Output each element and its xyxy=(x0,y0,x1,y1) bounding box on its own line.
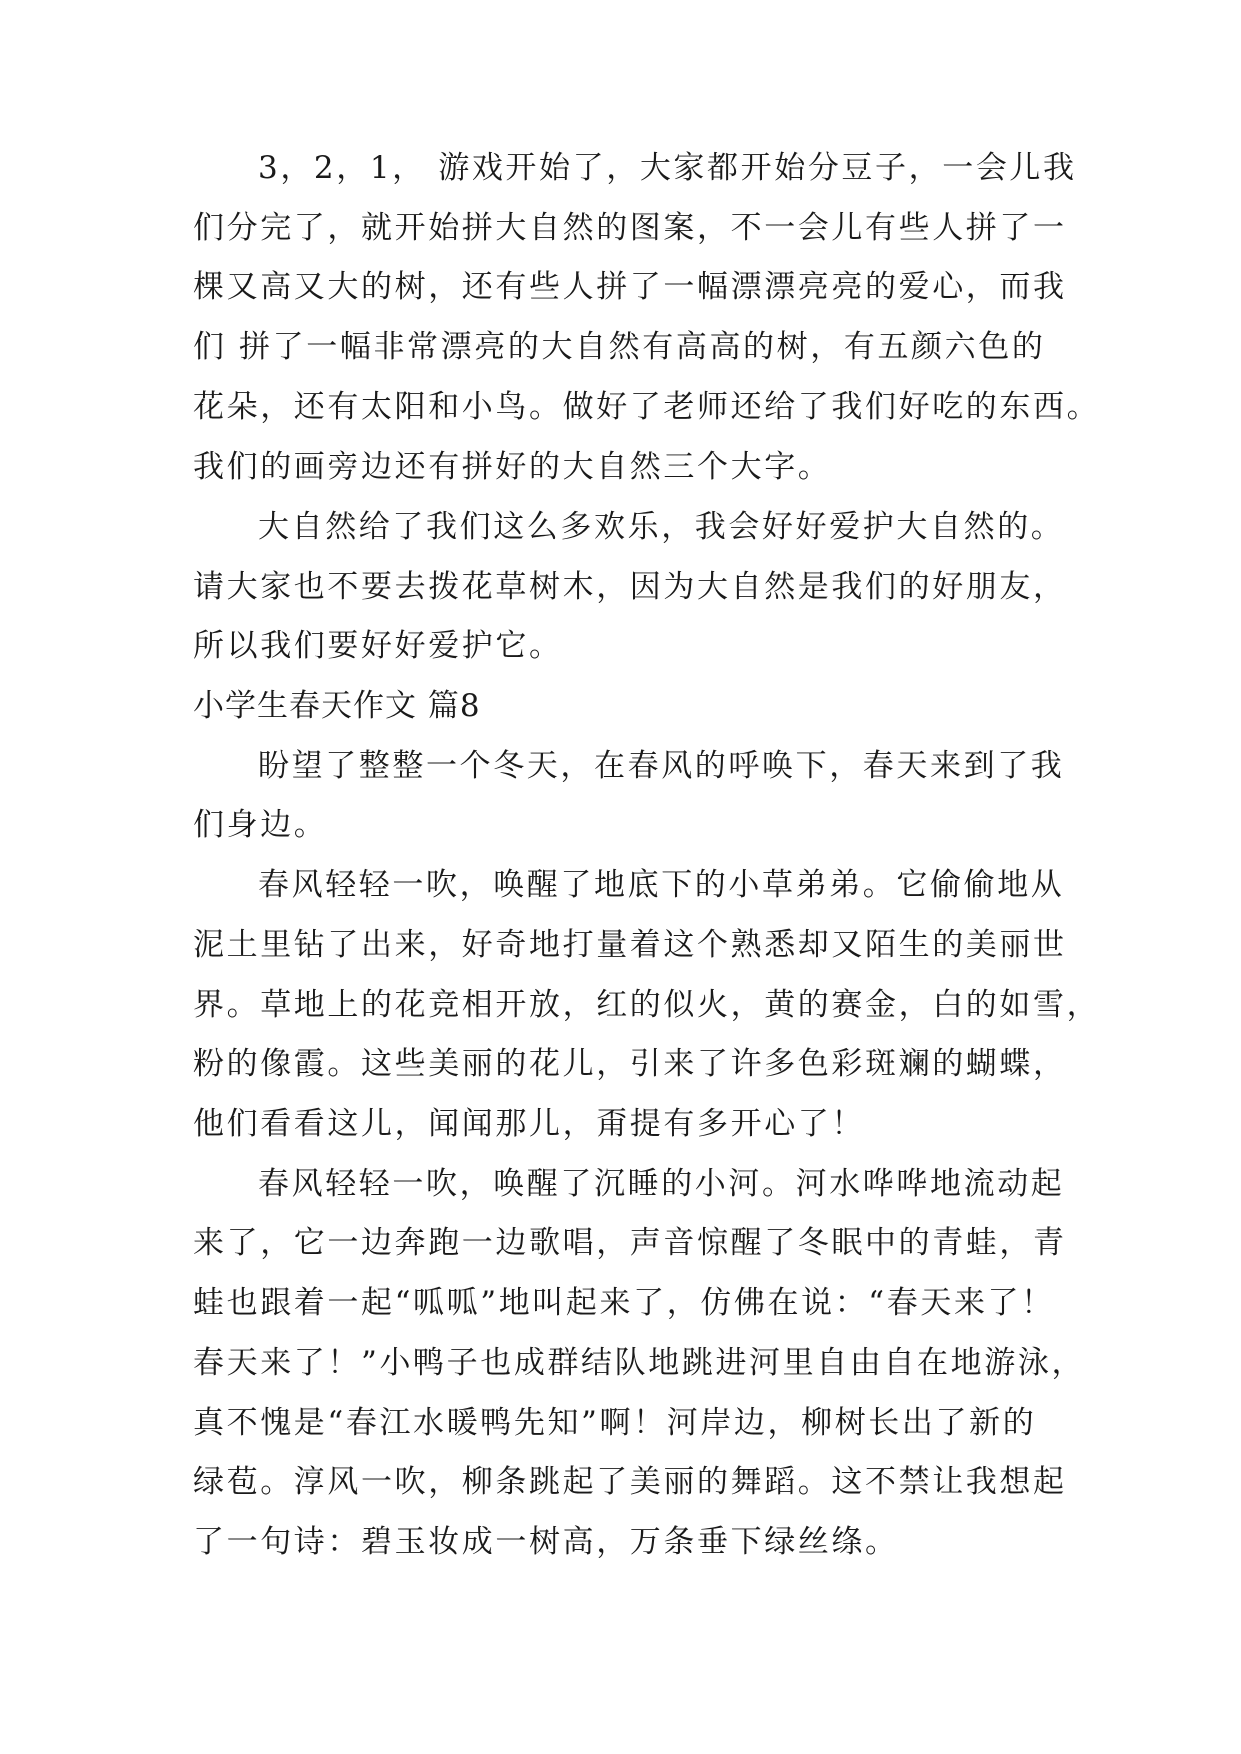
text-line: 春天来了！”小鸭子也成群结队地跳进河里自由自在地游泳， xyxy=(193,1345,1086,1381)
text-line: 所以我们要好好爱护它。 xyxy=(193,628,563,664)
text-line: 他们看看这儿，闻闻那儿，甭提有多开心了！ xyxy=(193,1106,865,1142)
text-line: 们分完了，就开始拼大自然的图案，不一会儿有些人拼了一 xyxy=(193,210,1067,246)
text-line: 大自然给了我们这么多欢乐，我会好好爱护大自然的。 xyxy=(258,509,1065,545)
text-line: 泥土里钻了出来，好奇地打量着这个熟悉却又陌生的美丽世 xyxy=(193,927,1067,963)
text-line: 来了，它一边奔跑一边歌唱，声音惊醒了冬眠中的青蛙，青 xyxy=(193,1225,1067,1261)
text-line: 棵又高又大的树，还有些人拼了一幅漂漂亮亮的爱心，而我 xyxy=(193,269,1067,305)
text-line: 粉的像霞。这些美丽的花儿，引来了许多色彩斑斓的蝴蝶， xyxy=(193,1046,1067,1082)
text-line: 了一句诗：碧玉妆成一树高，万条垂下绿丝绦。 xyxy=(193,1524,899,1560)
text-line: 蛙也跟着一起“呱呱”地叫起来了，仿佛在说：“春天来了！ xyxy=(193,1285,1055,1321)
text-line: 界。草地上的花竞相开放，红的似火，黄的赛金，白的如雪， xyxy=(193,987,1101,1023)
text-line: 花朵，还有太阳和小鸟。做好了老师还给了我们好吃的东西。 xyxy=(193,389,1101,425)
text-line: 请大家也不要去拨花草树木，因为大自然是我们的好朋友， xyxy=(193,569,1067,605)
text-line: 盼望了整整一个冬天，在春风的呼唤下，春天来到了我 xyxy=(258,748,1065,784)
section-heading: 小学生春天作文 篇8 xyxy=(193,688,481,724)
text-line: 我们的画旁边还有拼好的大自然三个大字。 xyxy=(193,449,832,485)
text-line: 春风轻轻一吹，唤醒了沉睡的小河。河水哗哗地流动起 xyxy=(258,1166,1065,1202)
text-line: 绿苞。淳风一吹，柳条跳起了美丽的舞蹈。这不禁让我想起 xyxy=(193,1464,1067,1500)
text-line: 们 拼了一幅非常漂亮的大自然有高高的树，有五颜六色的 xyxy=(193,329,1046,365)
text-line: 春风轻轻一吹，唤醒了地底下的小草弟弟。它偷偷地从 xyxy=(258,867,1065,903)
text-line: 们身边。 xyxy=(193,807,328,843)
text-line: 真不愧是“春江水暖鸭先知”啊！河岸边，柳树长出了新的 xyxy=(193,1405,1037,1441)
text-line: 3，2，1， 游戏开始了，大家都开始分豆子，一会儿我 xyxy=(258,150,1077,186)
